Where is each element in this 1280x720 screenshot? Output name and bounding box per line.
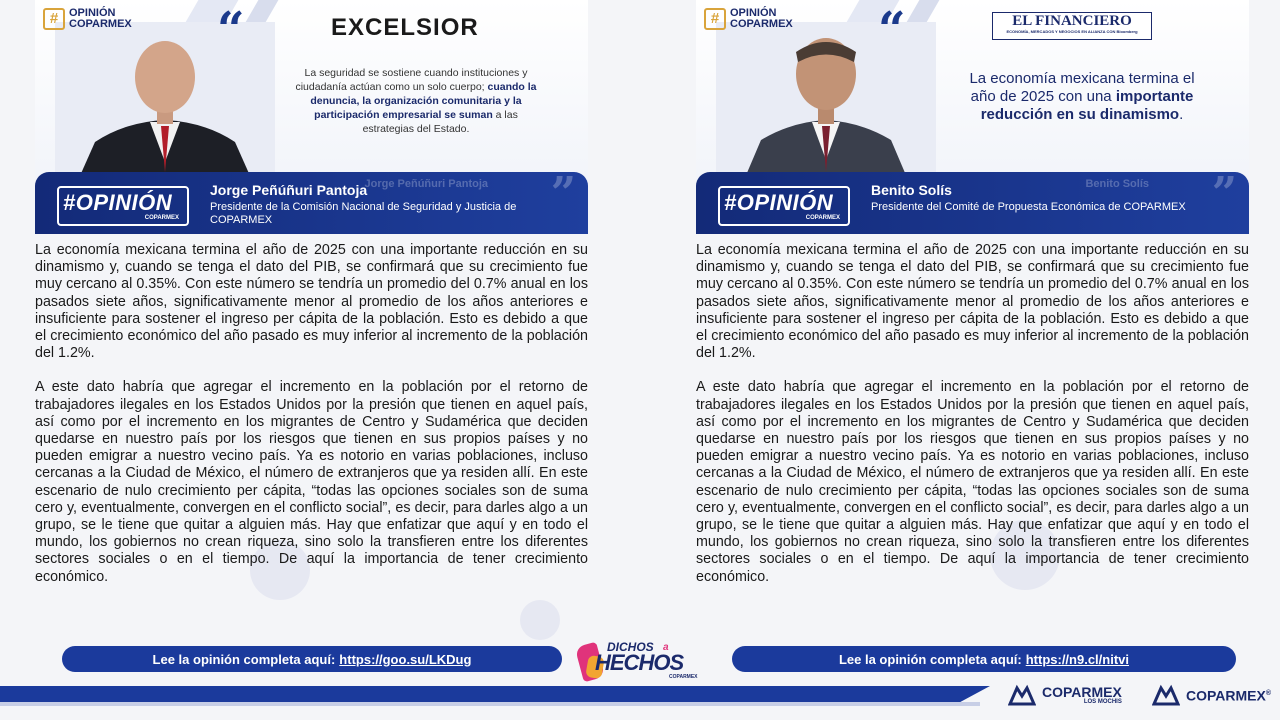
article-paragraph: A este dato habría que agregar el incremento en la población por el retorno de trabajadores ilegales en los Estados Unidos por la presión que tienen en aquel país, así como por el incremento en los migrantes de Centro y Sudamérica que deciden quedarse en nuestro país por los riesgos que tienen en sus propios países y no pueden emigrar a nuestro vecino país. Ya es notorio en varias poblaciones, incluso cercanas a la Ciudad de México, el número de extranjeros que ya residen allí. En este escenario de nulo crecimiento per cápita, “todas las opciones sociales son de suma cero y, eventualmente, convergen en el conflicto social”, es decir, para darles algo a un grupo, se le tiene que quitar a alguien más. Hay que enfatizar que aquí y en todo el mundo, los gobiernos no crean riqueza, sino solo la transfieren entre los diferentes sectores sociales o en el tiempo. De aquí la importancia de tener crecimiento económico.: [696, 379, 1249, 585]
opinion-logo: [718, 186, 850, 226]
opinion-logo: [57, 186, 189, 226]
quote-text: a las estrategias del Estado.: [362, 109, 518, 135]
brand-name-text: COPARMEX: [1186, 687, 1266, 704]
read-more-label: Lee la opinión completa aquí:: [838, 651, 1022, 667]
author-name: Benito Solís: [871, 182, 952, 198]
dichos-a-hechos-logo: [577, 636, 707, 684]
close-quote-icon: ”: [550, 168, 576, 219]
banner-quote: [962, 70, 1202, 124]
opinion-column-right: [696, 0, 1249, 586]
hash-icon: #: [43, 8, 65, 30]
quote-highlight: cuando la denuncia, la organización comunitaria y la participación empresarial se suman: [310, 81, 537, 121]
footer-band-accent: [0, 702, 980, 706]
logo-sub: COPARMEX: [669, 674, 698, 680]
author-name-bar: [696, 168, 1249, 234]
author-info: [210, 182, 560, 227]
read-more-link[interactable]: https://goo.su/LKDug: [339, 651, 472, 667]
hash-icon: #: [704, 8, 726, 30]
ghost-name: Jorge Peñúñuri Pantoja: [364, 178, 488, 190]
brand-sub: LOS MOCHIS: [1083, 698, 1122, 705]
registered-mark: ®: [1265, 690, 1272, 698]
opinion-coparmex-tag: [43, 8, 139, 30]
close-quote-icon: ”: [1211, 168, 1237, 219]
opinion-logo-sub: COPARMEX: [144, 215, 179, 221]
brand-name: [1186, 687, 1271, 703]
footer-band: [0, 686, 990, 702]
read-more-pill-left: [62, 646, 562, 672]
opinion-banner: [696, 0, 1249, 234]
background-dot: [520, 600, 560, 640]
outlet-tagline: ECONOMÍA, MERCADOS Y NEGOCIOS EN ALIANZA CON Bloomberg: [1006, 29, 1138, 34]
quote-text: .: [1179, 106, 1184, 123]
author-role: Presidente de la Comisión Nacional de Seguridad y Justicia de COPARMEX: [210, 201, 517, 226]
coparmex-mark-icon: [1008, 684, 1036, 706]
author-name-bar: [35, 168, 588, 234]
coparmex-mark-icon: [1152, 684, 1180, 706]
article-body: [696, 242, 1249, 586]
article-paragraph: A este dato habría que agregar el incremento en la población por el retorno de trabajadores ilegales en los Estados Unidos por la presión que tienen en aquel país, así como por el incremento en los migrantes de Centro y Sudamérica que deciden quedarse en nuestro país por los riesgos que tienen en sus propios países y no pueden emigrar a nuestro vecino país. Ya es notorio en varias poblaciones, incluso cercanas a la Ciudad de México, el número de extranjeros que ya residen allí. En este escenario de nulo crecimiento per cápita, “todas las opciones sociales son de suma cero y, eventualmente, convergen en el conflicto social”, es decir, para darles algo a un grupo, se le tiene que quitar a alguien más. Hay que enfatizar que aquí y en todo el mundo, los gobiernos no crean riqueza, sino solo la transfieren entre los diferentes sectores sociales o en el tiempo. De aquí la importancia de tener crecimiento económico.: [35, 379, 588, 585]
opinion-column-left: [35, 0, 588, 586]
outlet-logo-el-financiero: [992, 12, 1152, 40]
read-more-link[interactable]: https://n9.cl/nitvi: [1025, 651, 1130, 667]
quote-text: La economía mexicana termina el año de 2025 con una: [969, 70, 1195, 105]
logo-word-hechos: HECHOS: [595, 650, 684, 675]
brand-name: COPARMEX: [1042, 683, 1122, 700]
opinion-banner: [35, 0, 588, 234]
author-role: Presidente del Comité de Propuesta Económica de COPARMEX: [871, 201, 1186, 213]
outlet-logo-excelsior: EXCELSIOR: [331, 14, 479, 41]
quote-highlight: importante reducción en su dinamismo: [980, 88, 1194, 123]
quote-text: La seguridad se sostiene cuando instituciones y ciudadanía actúan como un solo cuerpo;: [295, 67, 528, 93]
opinion-logo-word: #OPINIÓN: [724, 190, 834, 215]
author-info: [871, 182, 1221, 214]
ghost-name: Benito Solís: [1085, 178, 1149, 190]
open-quote-icon: “: [217, 2, 245, 58]
article-paragraph: La economía mexicana termina el año de 2025 con una importante reducción en su dinamismo y, cuando se tenga el dato del PIB, se confirmará que su crecimiento fue muy cercano al 0.35%. Con este número se tendría un promedio del 0.7% anual en los pasados siete años, significativamente menor al promedio de los años anteriores e insuficiente para sostener el ingreso per cápita de la población. Esto es debido a que el crecimiento económico del año pasado es muy inferior al incremento de la población del 1.2%.: [35, 242, 588, 362]
article-paragraph: La economía mexicana termina el año de 2025 con una importante reducción en su dinamismo y, cuando se tenga el dato del PIB, se confirmará que su crecimiento fue muy cercano al 0.35%. Con este número se tendría un promedio del 0.7% anual en los pasados siete años, significativamente menor al promedio de los años anteriores e insuficiente para sostener el ingreso per cápita de la población. Esto es debido a que el crecimiento económico del año pasado es muy inferior al incremento de la población del 1.2%.: [696, 242, 1249, 362]
coparmex-logo: [1152, 684, 1271, 706]
opinion-coparmex-tag: [704, 8, 800, 30]
brand-tag-label: OPINIÓN COPARMEX: [730, 7, 793, 30]
read-more-label: Lee la opinión completa aquí:: [152, 651, 336, 667]
outlet-name: EL FINANCIERO: [1012, 13, 1132, 29]
author-name: Jorge Peñúñuri Pantoja: [210, 182, 368, 198]
banner-quote: [291, 66, 541, 136]
logo-word-dichos: DICHOS: [607, 640, 654, 654]
coparmex-los-mochis-logo: [1008, 684, 1122, 706]
article-body: [35, 242, 588, 586]
opinion-logo-word: #OPINIÓN: [63, 190, 173, 215]
logo-connector: a: [663, 642, 669, 653]
opinion-logo-sub: COPARMEX: [805, 215, 840, 221]
open-quote-icon: “: [878, 2, 906, 58]
brand-tag-label: OPINIÓN COPARMEX: [69, 7, 132, 30]
read-more-pill-right: [732, 646, 1236, 672]
